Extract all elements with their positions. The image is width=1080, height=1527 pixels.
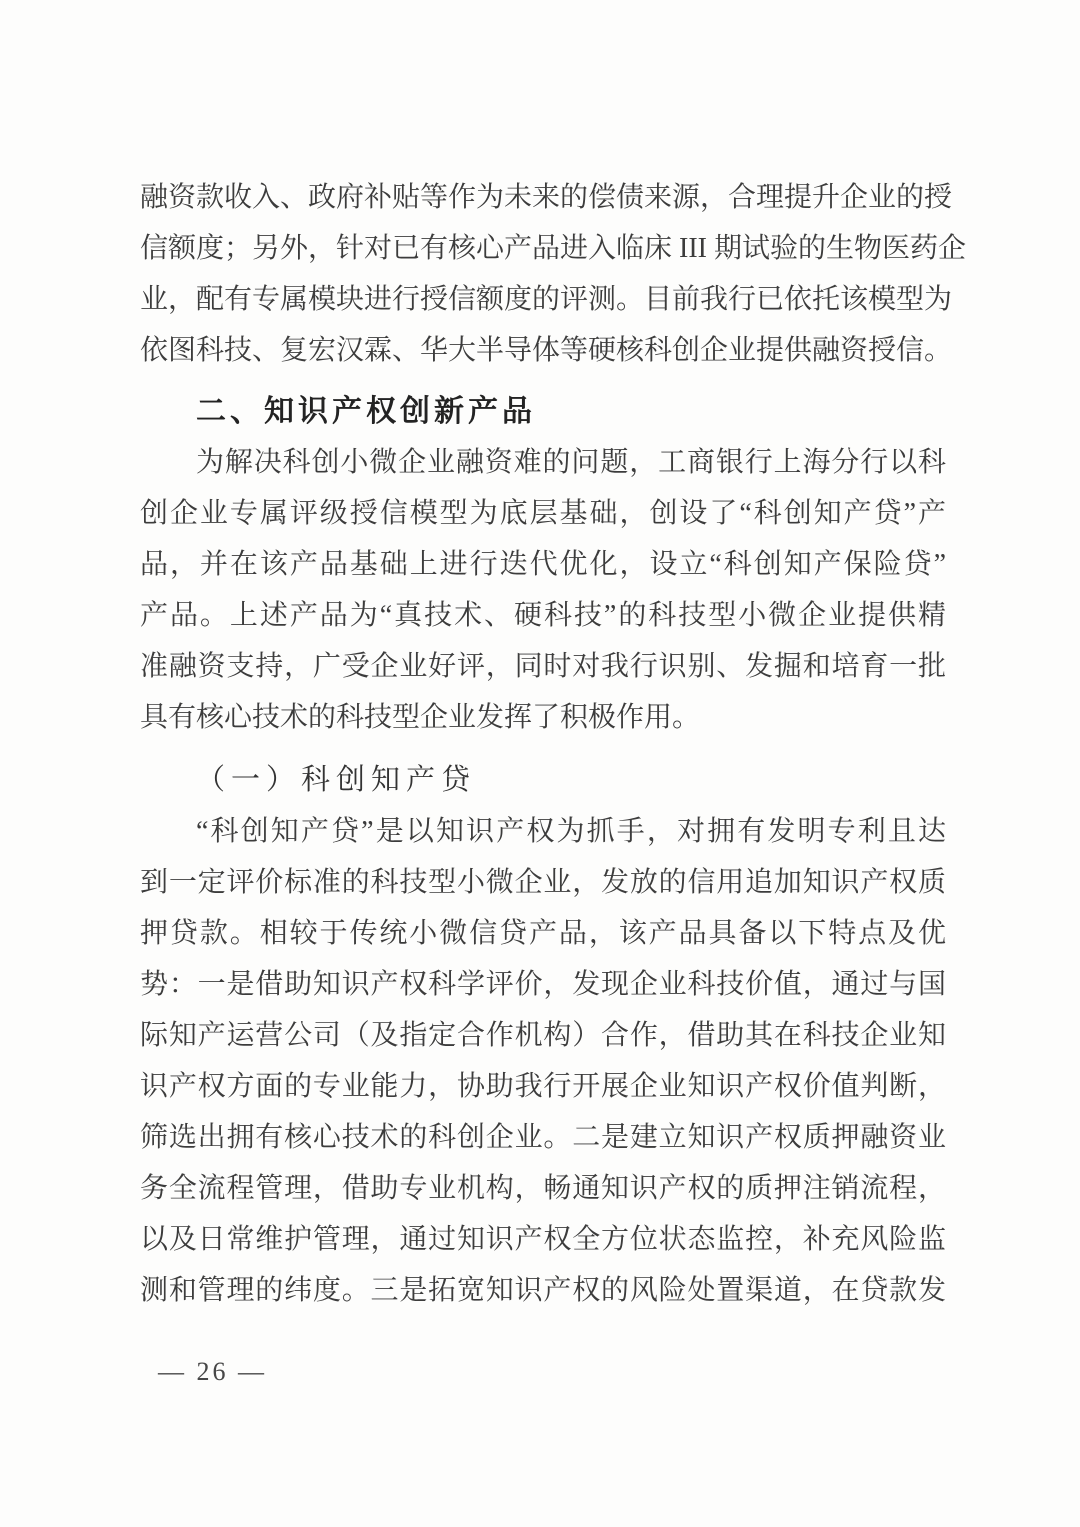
text-line: 创企业专属评级授信模型为底层基础，创设了“科创知产贷”产 [140,498,946,529]
text-line: 筛选出拥有核心技术的科创企业。二是建立知识产权质押融资业 [140,1122,946,1153]
text-line: 具有核心技术的科技型企业发挥了积极作用。 [140,702,701,733]
text-line: 势：一是借助知识产权科学评价，发现企业科技价值，通过与国 [140,969,946,1000]
text-line: 测和管理的纬度。三是拓宽知识产权的风险处置渠道，在贷款发 [140,1275,946,1306]
text-line: 业，配有专属模块进行授信额度的评测。目前我行已依托该模型为 [140,284,953,315]
page-number: — 26 — [158,1357,267,1386]
text-line: 际知产运营公司（及指定合作机构）合作，借助其在科技企业知 [140,1020,946,1051]
page-body [140,172,966,1316]
text-line: 准融资支持，广受企业好评，同时对我行识别、发掘和培育一批 [140,651,946,682]
text-line: 务全流程管理，借助专业机构，畅通知识产权的质押注销流程， [140,1173,946,1204]
text-line: “科创知产贷”是以知识产权为抓手，对拥有发明专利且达 [196,816,946,847]
text-line: 押贷款。相较于传统小微信贷产品，该产品具备以下特点及优 [140,918,946,949]
text-line: 以及日常维护管理，通过知识产权全方位状态监控，补充风险监 [140,1224,946,1255]
text-line: 品，并在该产品基础上进行迭代优化，设立“科创知产保险贷” [140,549,946,580]
text-line: 为解决科创小微企业融资难的问题，工商银行上海分行以科 [196,447,946,478]
section-heading-ip-innovation-products: 二、知识产权创新产品 [196,395,536,428]
subsection-heading-kechuang-ip-loan: （一）科创知产贷 [196,764,477,796]
text-line: 信额度；另外，针对已有核心产品进入临床 III 期试验的生物医药企 [140,233,966,264]
text-line: 依图科技、复宏汉霖、华大半导体等硬核科创企业提供融资授信。 [140,335,953,366]
text-line: 产品。上述产品为“真技术、硬科技”的科技型小微企业提供精 [140,600,946,631]
text-line: 融资款收入、政府补贴等作为未来的偿债来源，合理提升企业的授 [140,182,953,213]
text-line: 到一定评价标准的科技型小微企业，发放的信用追加知识产权质 [140,867,946,898]
text-line: 识产权方面的专业能力，协助我行开展企业知识产权价值判断， [140,1071,946,1102]
